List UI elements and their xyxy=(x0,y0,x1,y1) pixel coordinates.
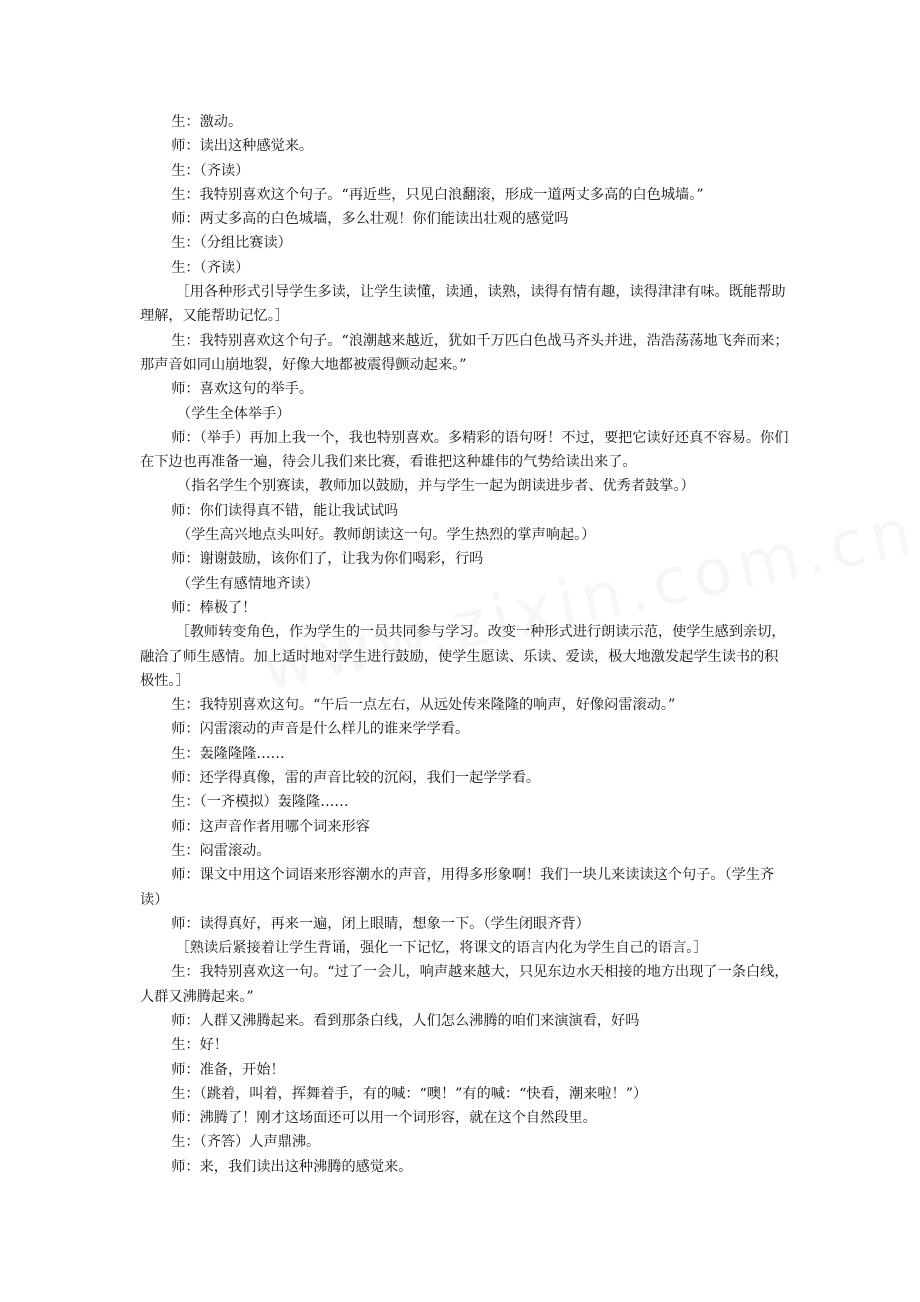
paragraph: 生：我特别喜欢这个句子。“再近些，只见白浪翻滚，形成一道两丈多高的白色城墙。” xyxy=(171,186,704,203)
commentary-paragraph: ［教师转变角色，作为学生的一员共同参与学习。改变一种形式进行朗读示范，使学生感到亲切，融洽了师生感情。加上适时地对学生进行鼓励，使学生愿读、乐读、爱读，极大地激发起学生读书的积极性。］ xyxy=(140,624,786,689)
note-paragraph: （学生全体举手） xyxy=(176,405,291,422)
paragraph: 师：闪雷滚动的声音是什么样儿的谁来学学看。 xyxy=(171,721,470,738)
paragraph: 生：我特别喜欢这一句。“过了一会儿，响声越来越大，只见东边水天相接的地方出现了一条白线，人群又沸腾起来。” xyxy=(140,964,789,1005)
paragraph: 师：人群又沸腾起来。看到那条白线，人们怎么沸腾的咱们来演演看，好吗 xyxy=(171,1012,640,1029)
paragraph: 生：（齐答）人声鼎沸。 xyxy=(171,1134,321,1151)
commentary-paragraph: ［熟读后紧接着让学生背诵，强化一下记忆，将课文的语言内化为学生自己的语言。］ xyxy=(175,940,708,957)
note-paragraph: （指名学生个别赛读，教师加以鼓励，并与学生一起为朗读进步者、优秀者鼓掌。） xyxy=(176,478,695,495)
paragraph: 生：轰隆隆隆…… xyxy=(171,745,285,762)
paragraph: 师：两丈多高的白色城墙，多么壮观！你们能读出壮观的感觉吗 xyxy=(171,211,569,228)
note-paragraph: （学生有感情地齐读） xyxy=(176,575,319,592)
paragraph: 生：（跳着，叫着，挥舞着手，有的喊：“噢！”有的喊：“快看，潮来啦！”） xyxy=(171,1085,648,1102)
paragraph: 师：读出这种感觉来。 xyxy=(171,138,314,155)
paragraph: 师：课文中用这个词语来形容潮水的声音，用得多形象啊！我们一块儿来读读这个句子。（学生齐读） xyxy=(140,867,775,908)
paragraph: 生：（齐读） xyxy=(171,259,250,276)
paragraph: 生：我特别喜欢这个句子。“浪潮越来越近，犹如千万匹白色战马齐头并进，浩浩荡荡地飞奔而来；那声音如同山崩地裂，好像大地都被震得颤动起来。” xyxy=(140,332,789,373)
paragraph: 生：（一齐模拟）轰隆隆…… xyxy=(171,794,349,811)
paragraph: 师：（举手）再加上我一个，我也特别喜欢。多精彩的语句呀！不过，要把它读好还真不容易。你们在下边也再准备一遍，待会儿我们来比赛，看谁把这种雄伟的气势给读出来了。 xyxy=(140,429,789,471)
paragraph: 生：（分组比赛读） xyxy=(171,235,292,252)
paragraph: 生：闷雷滚动。 xyxy=(171,842,271,859)
paragraph: 生：好！ xyxy=(171,1037,228,1054)
note-paragraph: （学生高兴地点头叫好。教师朗读这一句。学生热烈的掌声响起。） xyxy=(176,527,596,544)
paragraph: 师：准备，开始！ xyxy=(171,1061,285,1078)
paragraph: 师：沸腾了！刚才这场面还可以用一个词形容，就在这个自然段里。 xyxy=(171,1110,597,1127)
paragraph: 师：你们读得真不错，能让我试试吗 xyxy=(171,502,399,519)
paragraph: 生：激动。 xyxy=(171,114,243,130)
paragraph: 师：来，我们读出这种沸腾的感觉来。 xyxy=(171,1158,413,1175)
document-body xyxy=(140,110,790,1179)
paragraph: 师：还学得真像，雷的声音比较的沉闷，我们一起学学看。 xyxy=(171,770,541,787)
paragraph: 师：这声音作者用哪个词来形容 xyxy=(171,818,370,835)
commentary-paragraph: ［用各种形式引导学生多读，让学生读懂，读通，读熟，读得有情有趣，读得津津有味。既能帮助理解，又能帮助记忆。］ xyxy=(140,284,786,325)
paragraph: 师：读得真好，再来一遍，闭上眼睛，想象一下。（学生闭眼齐背） xyxy=(171,915,590,932)
paragraph: 生：我特别喜欢这句。“午后一点左右，从远处传来隆隆的响声，好像闷雷滚动。” xyxy=(171,697,676,714)
paragraph: 师：棒极了！ xyxy=(171,599,257,616)
paragraph: 师：喜欢这句的举手。 xyxy=(171,381,314,398)
paragraph: 师：谢谢鼓励，该你们了，让我为你们喝彩，行吗 xyxy=(171,551,484,568)
paragraph: 生：（齐读） xyxy=(171,162,250,179)
